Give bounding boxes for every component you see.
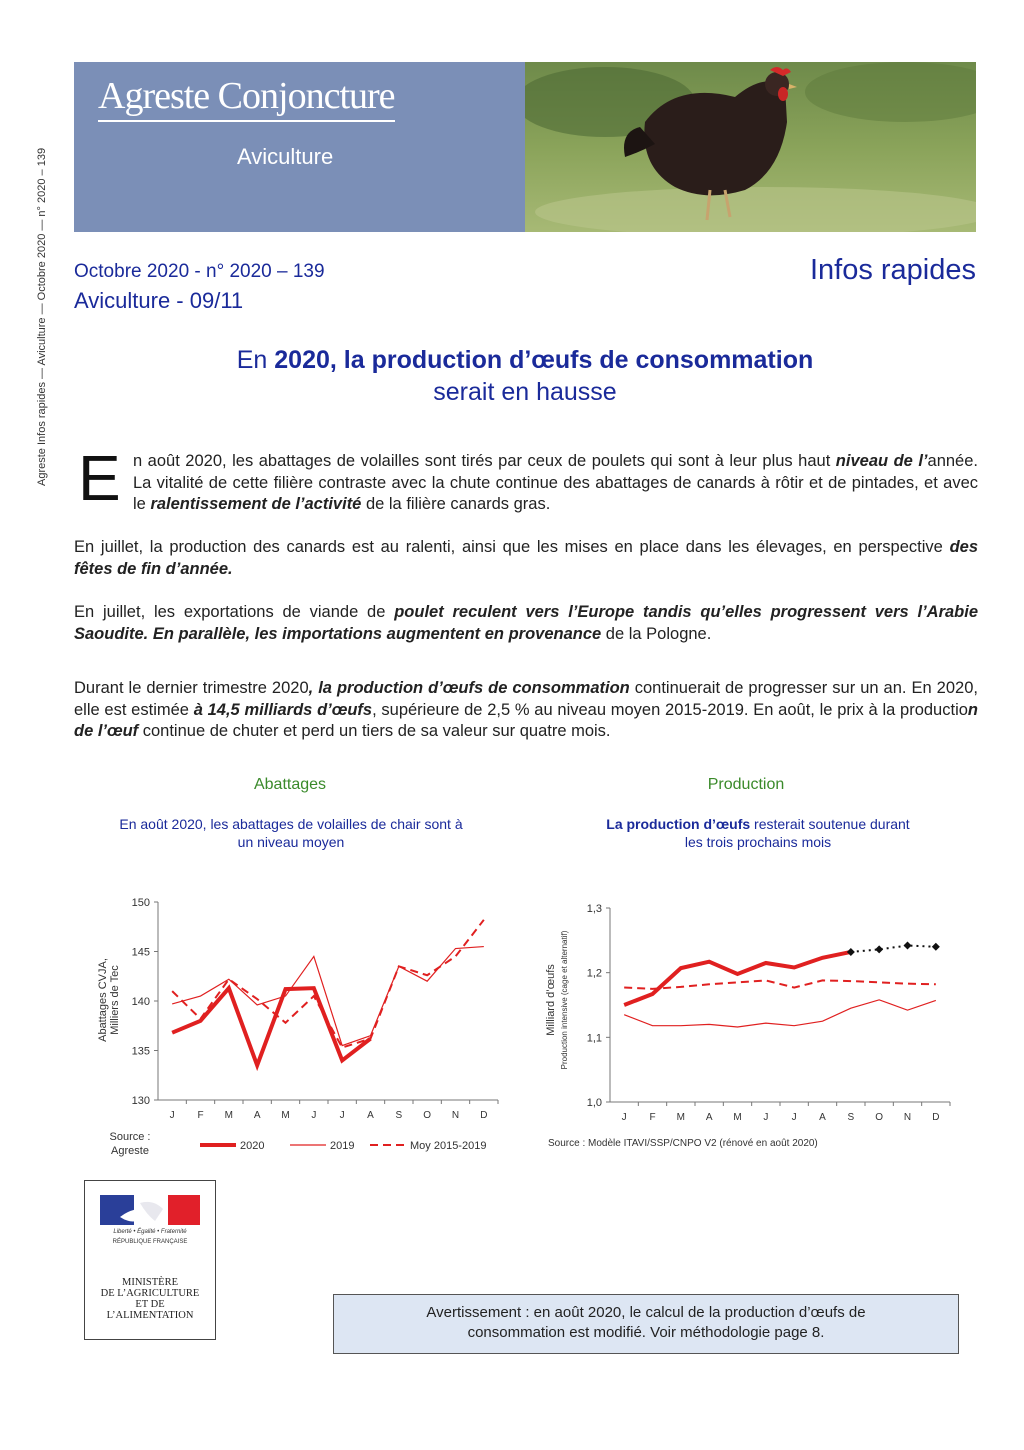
chart2-subtitle-bold: La production d’œufs — [606, 816, 751, 832]
headline-year: 2020 — [274, 346, 330, 374]
emphasis-run: n de l’œuf — [74, 700, 979, 740]
header-banner — [74, 62, 976, 232]
x-tick-label: F — [649, 1112, 656, 1123]
x-tick-label: J — [169, 1110, 175, 1121]
x-tick-label: M — [224, 1110, 234, 1121]
x-tick-label: A — [253, 1110, 261, 1121]
y-axis-label — [97, 958, 121, 1042]
side-running-header: Agreste Infos rapides — Aviculture — Octobre 2020 — n° 2020 – 139 — [36, 147, 48, 486]
headline-line2: serait en hausse — [433, 378, 617, 406]
y-tick-label: 140 — [131, 996, 150, 1008]
chart-source: Source : — [109, 1131, 151, 1143]
publication-tag: Infos rapides — [809, 254, 976, 286]
chart-production — [540, 880, 980, 1170]
x-tick-label: F — [197, 1110, 204, 1121]
chart2-subtitle-rest: resterait soutenue durant les trois prochains mois — [684, 816, 910, 850]
republic-name: RÉPUBLIQUE FRANÇAISE — [112, 1239, 188, 1245]
x-tick-label: O — [875, 1112, 884, 1123]
y-axis-label-line: Milliers de Tec — [109, 965, 121, 1035]
data-point — [932, 943, 940, 951]
emphasis-run: à 14,5 milliards d’œufs — [193, 700, 373, 719]
y-tick-label: 150 — [131, 897, 150, 909]
x-tick-label: M — [733, 1112, 742, 1123]
y-axis-label: Milliard d’œufs — [545, 964, 557, 1036]
brand-logo: Agreste Conjoncture — [98, 74, 395, 122]
headline-prefix: En — [236, 346, 275, 374]
x-tick-label: S — [847, 1112, 855, 1123]
x-tick-label: J — [311, 1110, 317, 1121]
warning-line: consommation est modifié. Voir méthodologie page 8. — [467, 1324, 825, 1341]
chart-abattages — [80, 880, 520, 1170]
issue-number: Octobre 2020 - n° 2020 – 139 — [74, 261, 325, 282]
legend-label: Moy 2015-2019 — [410, 1140, 487, 1152]
x-tick-label: M — [676, 1112, 686, 1123]
ministry-line: ET DE — [135, 1299, 165, 1310]
y-axis-sublabel: Production intensive (cage et alternatif) — [560, 930, 569, 1070]
x-tick-label: J — [621, 1112, 627, 1123]
chart2-subtitle — [600, 815, 916, 851]
series-line — [624, 980, 936, 988]
hen-photo — [525, 62, 976, 232]
emphasis-run: , la production d’œufs de consommation — [308, 679, 630, 697]
paragraph-4 — [74, 678, 978, 743]
drop-cap: E — [78, 442, 121, 514]
series-line — [172, 947, 484, 1046]
y-tick-label: 1,0 — [586, 1097, 602, 1109]
text-run: En juillet, les exportations de viande de — [74, 603, 395, 621]
x-tick-label: M — [281, 1110, 290, 1121]
headline-bold: , la production d’œufs de consommation — [329, 346, 814, 374]
republic-motto: Liberté • Égalité • Fraternité — [113, 1229, 187, 1235]
text-run: de la Pologne. — [601, 624, 712, 643]
emphasis-run: poulet reculent vers l’Europe tandis qu’elles progressent vers l’Arabie Saoudite. En parallèle, les importations augmentent en provenance — [74, 603, 979, 643]
headline — [74, 344, 976, 408]
x-tick-label: J — [791, 1112, 797, 1123]
series-line — [172, 988, 370, 1065]
marianne-logo — [85, 1181, 215, 1271]
x-tick-label: J — [763, 1112, 769, 1123]
y-tick-label: 1,3 — [586, 903, 602, 915]
text-run: n août 2020, les abattages de volailles sont tirés par ceux de poulets qui sont à leur plus haut — [133, 452, 836, 470]
paragraph-1 — [133, 451, 978, 516]
ministry-logo — [84, 1180, 216, 1340]
ministry-line: L’ALIMENTATION — [106, 1310, 194, 1321]
chart-source: Agreste — [111, 1145, 149, 1157]
chart1-subtitle: En août 2020, les abattages de volailles de chair sont à un niveau moyen — [119, 816, 463, 850]
warning-box — [333, 1294, 959, 1354]
text-run: Durant le dernier trimestre 2020 — [74, 679, 309, 697]
chart-source: Source : Modèle ITAVI/SSP/CNPO V2 (rénové en août 2020) — [548, 1138, 818, 1149]
emphasis-run: des fêtes de fin d’année. — [74, 538, 978, 578]
x-tick-label: D — [932, 1112, 940, 1123]
data-point — [904, 942, 912, 950]
legend-label: 2019 — [330, 1140, 355, 1152]
y-tick-label: 1,1 — [586, 1032, 602, 1045]
text-run: En juillet, la production des canards est au ralenti, ainsi que les mises en place dans les élevages, en perspective — [74, 538, 950, 556]
emphasis-run: ralentissement de l’activité — [150, 495, 362, 513]
banner-section: Aviculture — [237, 144, 334, 169]
text-run: , supérieure de 2,5 % au niveau moyen 2015-2019. En août, le prix à la productio — [372, 700, 968, 719]
text-run: de la filière canards gras. — [361, 495, 551, 513]
y-axis-label-line: Abattages CVJA, — [97, 958, 109, 1042]
legend-label: 2020 — [240, 1140, 265, 1152]
x-tick-label: O — [423, 1110, 432, 1121]
y-tick-label: 130 — [131, 1095, 150, 1107]
series-line — [851, 946, 936, 952]
series-line — [624, 952, 851, 1005]
text-run: continue de chuter et perd un tiers de sa valeur sur quatre mois. — [138, 722, 611, 740]
ministry-line: DE L’AGRICULTURE — [100, 1288, 200, 1299]
y-tick-label: 1,2 — [586, 967, 602, 980]
x-tick-label: A — [705, 1112, 713, 1123]
chart1-title: Abattages — [253, 776, 327, 793]
x-tick-label: S — [395, 1110, 403, 1121]
y-tick-label: 135 — [131, 1045, 150, 1058]
x-tick-label: A — [819, 1112, 826, 1123]
text-run: continuerait de progresser sur un an. En 2020, elle est estimée — [74, 679, 978, 719]
x-tick-label: N — [903, 1112, 912, 1123]
emphasis-run: niveau de l’ — [835, 452, 928, 470]
text-run: année. La vitalité de cette filière contraste avec la chute continue des abattages de canards à rôtir et de pintades, et avec le — [133, 452, 978, 513]
data-point — [847, 948, 855, 956]
y-tick-label: 145 — [131, 946, 150, 959]
x-tick-label: A — [367, 1110, 374, 1121]
paragraph-3 — [74, 602, 978, 645]
banner-title-panel — [74, 62, 525, 232]
x-tick-label: N — [451, 1110, 460, 1121]
data-point — [875, 945, 883, 953]
issue-section: Aviculture - 09/11 — [74, 288, 244, 313]
series-line — [624, 1000, 936, 1027]
paragraph-2 — [74, 537, 978, 580]
warning-line: Avertissement : en août 2020, le calcul de la production d’œufs de — [426, 1304, 866, 1321]
x-tick-label: D — [480, 1110, 488, 1121]
x-tick-label: J — [339, 1110, 345, 1121]
ministry-line: MINISTÈRE — [122, 1277, 178, 1288]
ministry-name — [89, 1277, 211, 1321]
chart2-title: Production — [707, 776, 785, 793]
